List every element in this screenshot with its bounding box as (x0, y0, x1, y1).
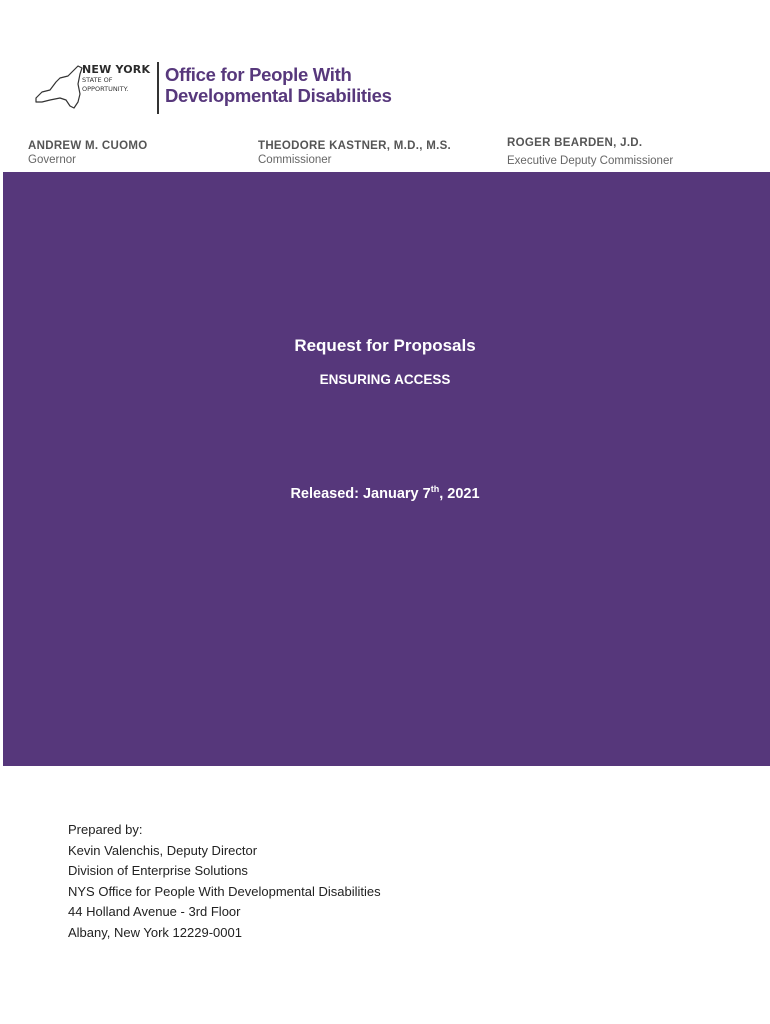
official-executive-deputy (507, 137, 673, 167)
official-name: ANDREW M. CUOMO (28, 140, 148, 152)
official-title: Commissioner (258, 154, 332, 166)
cover-band (3, 172, 770, 766)
official-commissioner (258, 140, 451, 166)
prepared-by-line: NYS Office for People With Developmental Disabilities (68, 883, 381, 899)
nys-wordmark-line1: NEW YORK (82, 63, 151, 76)
release-date-suffix: , 2021 (439, 485, 480, 502)
prepared-by-line: Division of Enterprise Solutions (68, 863, 248, 878)
document-title: Request for Proposals (294, 336, 476, 355)
prepared-by-heading: Prepared by: (68, 822, 143, 837)
release-date (0, 484, 770, 502)
prepared-by-line: Kevin Valenchis, Deputy Director (68, 842, 258, 858)
official-name: THEODORE KASTNER, M.D., M.S. (258, 140, 452, 152)
agency-name-line2: Developmental Disabilities (165, 85, 392, 106)
official-governor (28, 140, 148, 166)
logo-divider (157, 62, 159, 114)
release-date-prefix: Released: January 7 (290, 485, 431, 502)
document-subtitle: ENSURING ACCESS (319, 372, 451, 387)
prepared-by-block (68, 820, 381, 943)
agency-logo (30, 58, 410, 120)
official-title: Governor (28, 154, 76, 166)
agency-name (165, 64, 392, 106)
officials-row (0, 137, 770, 174)
release-date-ordinal: th (430, 484, 440, 494)
prepared-by-line: 44 Holland Avenue - 3rd Floor (68, 904, 241, 919)
nys-wordmark (82, 64, 150, 93)
agency-name-line1: Office for People With (165, 64, 352, 85)
prepared-by-line: Albany, New York 12229-0001 (68, 924, 242, 940)
nys-wordmark-line2: STATE OF (82, 76, 113, 84)
nys-wordmark-line3: OPPORTUNITY. (82, 85, 129, 93)
official-title: Executive Deputy Commissioner (507, 155, 674, 167)
official-name: ROGER BEARDEN, J.D. (507, 137, 643, 149)
